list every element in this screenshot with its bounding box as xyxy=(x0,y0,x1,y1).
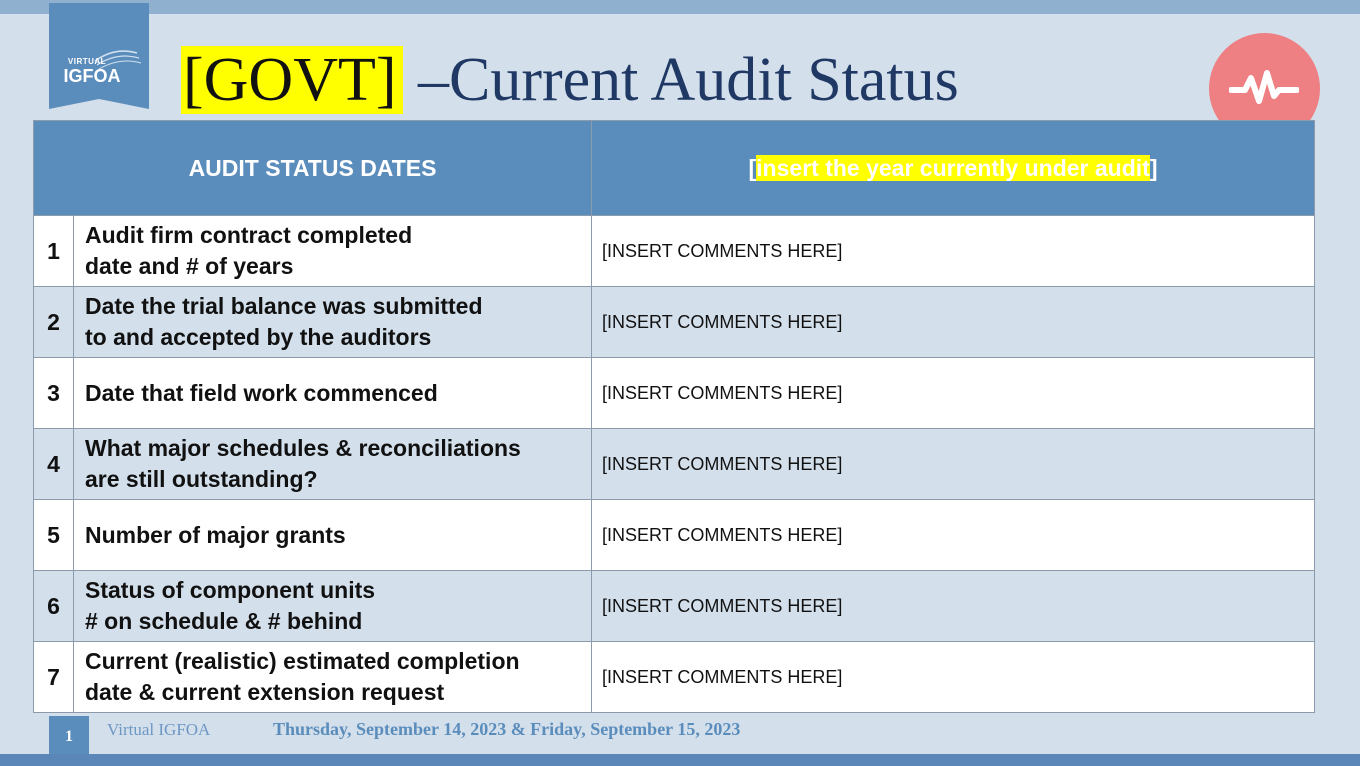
table-row xyxy=(34,216,1315,287)
igfoa-logo xyxy=(49,3,149,109)
table-row xyxy=(34,500,1315,571)
header-year-under-audit: [insert the year currently under audit] xyxy=(592,121,1315,216)
bottom-accent-bar xyxy=(0,754,1360,766)
row-comment-cell[interactable]: [INSERT COMMENTS HERE] xyxy=(592,642,1315,713)
row-description: Number of major grants xyxy=(74,500,592,571)
row-comment-cell[interactable]: [INSERT COMMENTS HERE] xyxy=(592,500,1315,571)
row-description: Date that field work commenced xyxy=(74,358,592,429)
top-accent-bar xyxy=(0,0,1360,14)
table-row xyxy=(34,429,1315,500)
table-row xyxy=(34,571,1315,642)
pulse-icon xyxy=(1229,63,1299,113)
header-audit-status-dates: AUDIT STATUS DATES xyxy=(34,121,592,216)
row-number: 7 xyxy=(34,642,74,713)
row-number: 5 xyxy=(34,500,74,571)
table-header-row xyxy=(34,121,1315,216)
row-comment-cell[interactable]: [INSERT COMMENTS HERE] xyxy=(592,571,1315,642)
row-description: What major schedules & reconciliations are still outstanding? xyxy=(74,429,592,500)
year-placeholder-highlight: insert the year currently under audit xyxy=(756,154,1150,181)
table-row xyxy=(34,642,1315,713)
row-number: 1 xyxy=(34,216,74,287)
footer-event-dates: Thursday, September 14, 2023 & Friday, September 15, 2023 xyxy=(273,719,741,739)
row-comment-cell[interactable]: [INSERT COMMENTS HERE] xyxy=(592,429,1315,500)
row-description: Current (realistic) estimated completion date & current extension request xyxy=(74,642,592,713)
page-title xyxy=(181,42,959,118)
row-comment-cell[interactable]: [INSERT COMMENTS HERE] xyxy=(592,358,1315,429)
audit-status-table xyxy=(33,120,1315,713)
row-number: 4 xyxy=(34,429,74,500)
row-number: 3 xyxy=(34,358,74,429)
row-description: Date the trial balance was submitted to and accepted by the auditors xyxy=(74,287,592,358)
row-description: Status of component units # on schedule & # behind xyxy=(74,571,592,642)
footer-organization: Virtual IGFOA xyxy=(107,720,211,739)
slide-number: 1 xyxy=(49,716,89,754)
row-description: Audit firm contract completed date and # of years xyxy=(74,216,592,287)
logo-small-text: VIRTUAL xyxy=(67,57,107,66)
row-number: 6 xyxy=(34,571,74,642)
row-number: 2 xyxy=(34,287,74,358)
row-comment-cell[interactable]: [INSERT COMMENTS HERE] xyxy=(592,216,1315,287)
row-comment-cell[interactable]: [INSERT COMMENTS HERE] xyxy=(592,287,1315,358)
logo-banner-shape xyxy=(49,3,149,109)
title-highlighted-placeholder: [GOVT] xyxy=(181,46,403,114)
table-row xyxy=(34,358,1315,429)
title-rest: –Current Audit Status xyxy=(402,46,959,114)
table-row xyxy=(34,287,1315,358)
logo-main-text: IGFOA xyxy=(63,66,121,86)
